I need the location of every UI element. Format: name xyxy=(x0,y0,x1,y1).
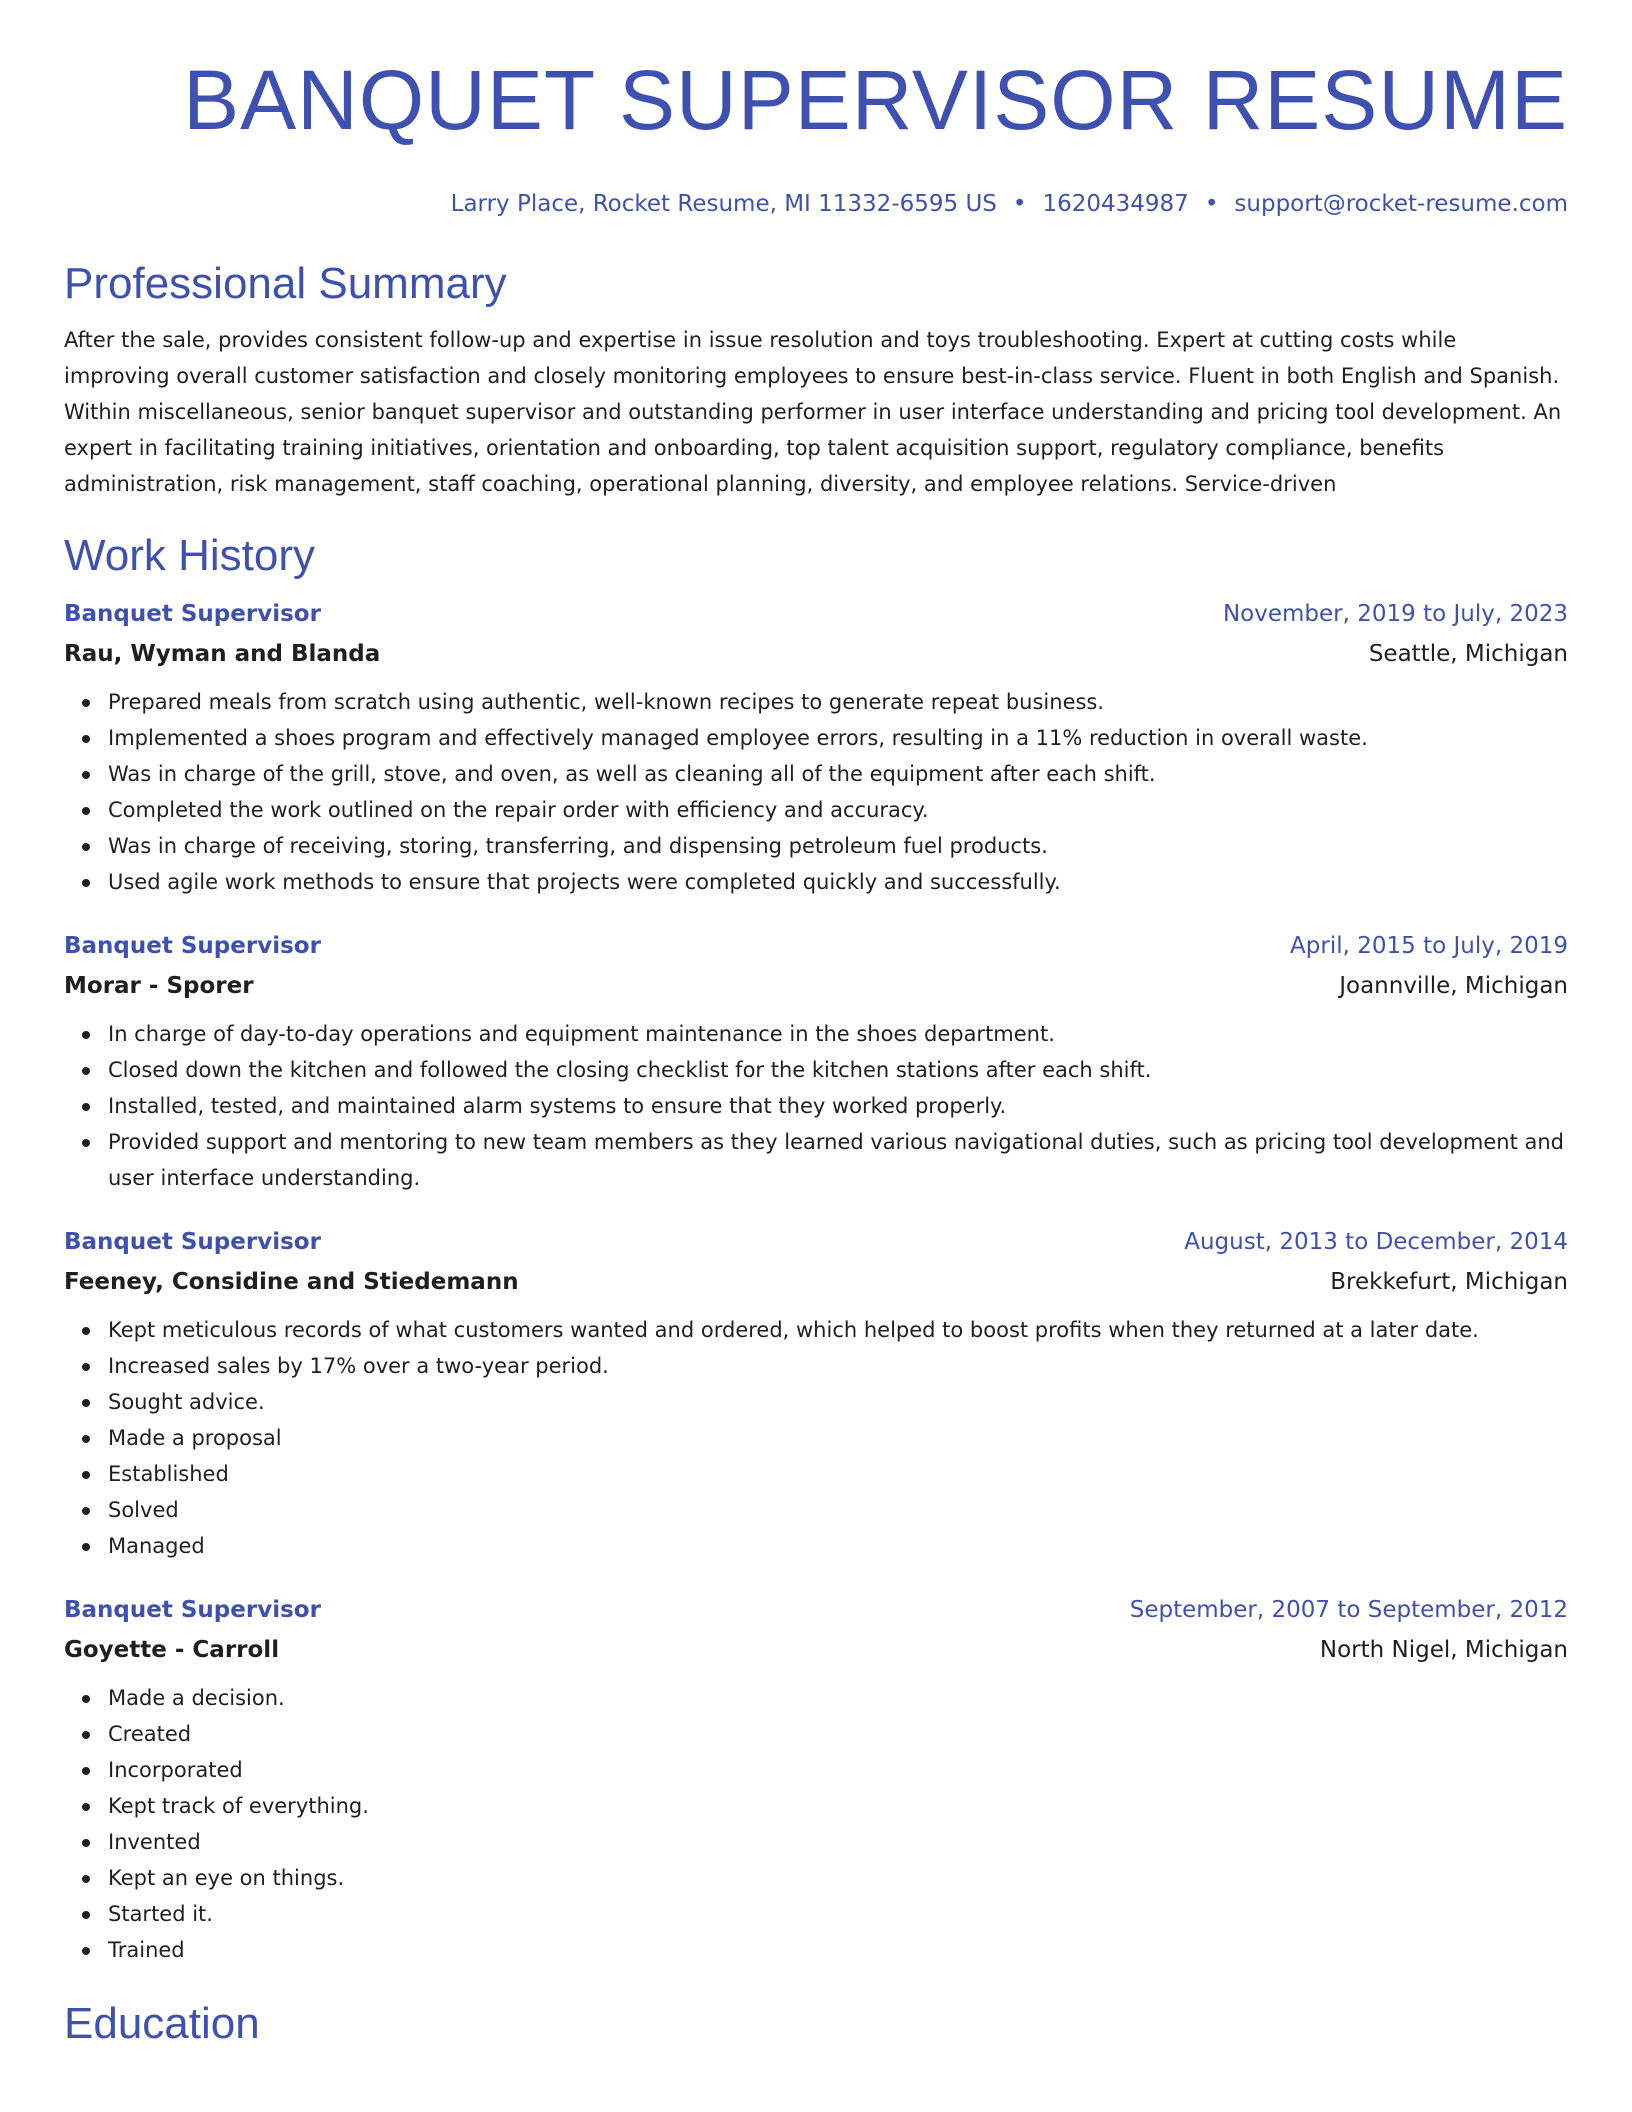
job-bullet: Made a proposal xyxy=(108,1420,1568,1456)
job-bullet: Solved xyxy=(108,1492,1568,1528)
job-location: Joannville, Michigan xyxy=(1339,973,1568,999)
job-location: Seattle, Michigan xyxy=(1368,641,1568,667)
job-bullet-list xyxy=(64,1312,1568,1564)
job-bullet-list xyxy=(64,1680,1568,1968)
job-company: Goyette - Carroll xyxy=(64,1637,280,1663)
resume-header xyxy=(64,0,1568,220)
job-bullet: Used agile work methods to ensure that projects were completed quickly and successfully. xyxy=(108,864,1568,900)
job-company-row xyxy=(64,634,1568,674)
contact-email: support@rocket-resume.com xyxy=(1234,191,1568,217)
job-bullet: Created xyxy=(108,1716,1568,1752)
education-heading: Education xyxy=(64,1999,260,2048)
job-entry xyxy=(64,1590,1568,1968)
job-title-row xyxy=(64,594,1568,634)
job-bullet: Kept meticulous records of what customers wanted and ordered, which helped to boost profits when they returned at a later date. xyxy=(108,1312,1568,1348)
contact-separator: • xyxy=(1012,191,1027,217)
job-bullet-list xyxy=(64,684,1568,900)
job-bullet: In charge of day-to-day operations and equipment maintenance in the shoes department. xyxy=(108,1016,1568,1052)
job-bullet: Provided support and mentoring to new team members as they learned various navigational duties, such as pricing tool development and user interface understanding. xyxy=(108,1124,1568,1196)
resume-title: BANQUET SUPERVISOR RESUME xyxy=(183,53,1568,147)
job-role: Banquet Supervisor xyxy=(64,601,321,627)
job-bullet: Completed the work outlined on the repair order with efficiency and accuracy. xyxy=(108,792,1568,828)
contact-address: Larry Place, Rocket Resume, MI 11332-6595 US xyxy=(450,191,997,217)
job-bullet: Implemented a shoes program and effectively managed employee errors, resulting in a 11% reduction in overall waste. xyxy=(108,720,1568,756)
job-bullet: Prepared meals from scratch using authentic, well-known recipes to generate repeat business. xyxy=(108,684,1568,720)
job-company: Feeney, Considine and Stiedemann xyxy=(64,1269,519,1295)
job-bullet: Made a decision. xyxy=(108,1680,1568,1716)
job-bullet: Kept an eye on things. xyxy=(108,1860,1568,1896)
job-bullet: Kept track of everything. xyxy=(108,1788,1568,1824)
job-location: Brekkefurt, Michigan xyxy=(1330,1269,1568,1295)
job-title-row xyxy=(64,926,1568,966)
job-role: Banquet Supervisor xyxy=(64,1597,321,1623)
job-entry xyxy=(64,594,1568,900)
work-history-list xyxy=(64,594,1568,1968)
contact-separator: • xyxy=(1204,191,1219,217)
job-title-row xyxy=(64,1222,1568,1262)
job-bullet: Invented xyxy=(108,1824,1568,1860)
job-bullet: Installed, tested, and maintained alarm systems to ensure that they worked properly. xyxy=(108,1088,1568,1124)
job-bullet-list xyxy=(64,1016,1568,1196)
contact-line xyxy=(64,188,1568,220)
job-bullet: Sought advice. xyxy=(108,1384,1568,1420)
job-bullet: Closed down the kitchen and followed the closing checklist for the kitchen stations after each shift. xyxy=(108,1052,1568,1088)
job-bullet: Incorporated xyxy=(108,1752,1568,1788)
work-history-heading: Work History xyxy=(64,531,315,580)
summary-heading: Professional Summary xyxy=(64,259,507,308)
job-dates: April, 2015 to July, 2019 xyxy=(1290,933,1568,959)
job-entry xyxy=(64,1222,1568,1564)
job-company-row xyxy=(64,1262,1568,1302)
job-bullet: Established xyxy=(108,1456,1568,1492)
job-bullet: Increased sales by 17% over a two-year period. xyxy=(108,1348,1568,1384)
job-bullet: Started it. xyxy=(108,1896,1568,1932)
resume-page xyxy=(64,0,1568,2050)
job-entry xyxy=(64,926,1568,1196)
job-title-row xyxy=(64,1590,1568,1630)
job-bullet: Was in charge of receiving, storing, transferring, and dispensing petroleum fuel products. xyxy=(108,828,1568,864)
job-dates: September, 2007 to September, 2012 xyxy=(1129,1597,1568,1623)
job-company: Rau, Wyman and Blanda xyxy=(64,641,381,667)
job-bullet: Trained xyxy=(108,1932,1568,1968)
job-dates: August, 2013 to December, 2014 xyxy=(1184,1229,1568,1255)
job-location: North Nigel, Michigan xyxy=(1319,1637,1568,1663)
job-company-row xyxy=(64,966,1568,1006)
job-company-row xyxy=(64,1630,1568,1670)
job-role: Banquet Supervisor xyxy=(64,1229,321,1255)
job-dates: November, 2019 to July, 2023 xyxy=(1222,601,1568,627)
job-role: Banquet Supervisor xyxy=(64,933,321,959)
summary-text: After the sale, provides consistent follow-up and expertise in issue resolution and toys troubleshooting. Expert at cutting costs while improving overall customer satisfaction and closely monitoring employees to ensure best-in-class service. Fluent in both English and Spanish. Within miscellaneous, senior banquet supervisor and outstanding performer in user interface understanding and pricing tool development. An expert in facilitating training initiatives, orientation and onboarding, top talent acquisition support, regulatory compliance, benefits administration, risk management, staff coaching, operational planning, diversity, and employee relations. Service-driven xyxy=(64,328,1562,496)
job-company: Morar - Sporer xyxy=(64,973,254,999)
contact-phone: 1620434987 xyxy=(1042,191,1189,217)
job-bullet: Managed xyxy=(108,1528,1568,1564)
job-bullet: Was in charge of the grill, stove, and oven, as well as cleaning all of the equipment after each shift. xyxy=(108,756,1568,792)
